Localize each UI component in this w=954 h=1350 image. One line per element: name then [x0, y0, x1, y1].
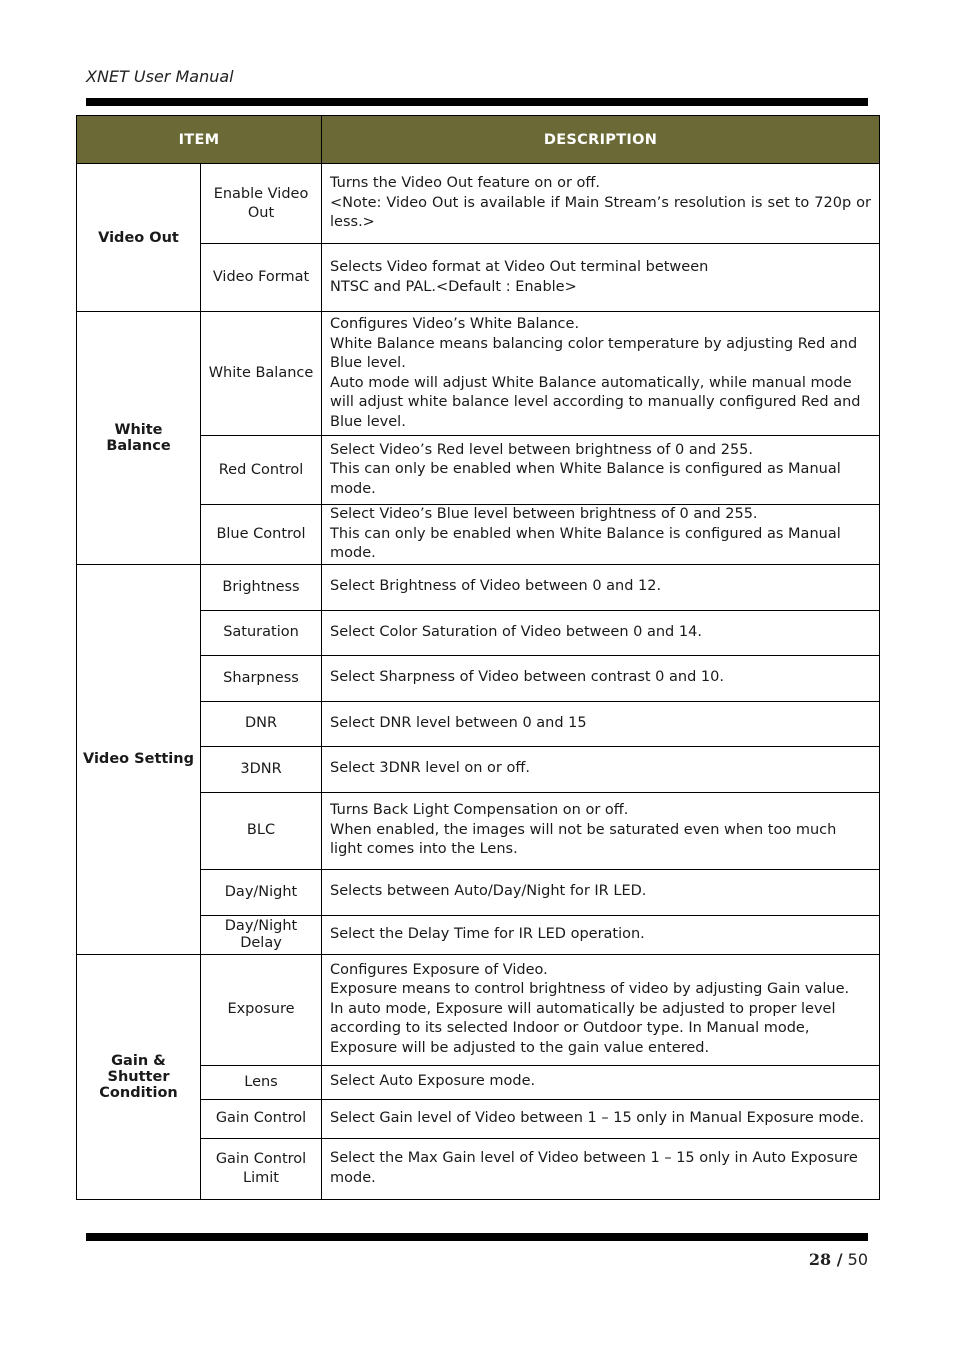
- description-line: Select Video’s Red level between brightness of 0 and 255.: [330, 441, 754, 458]
- description-line: When enabled, the images will not be saturated even when too much light comes into the Lens.: [330, 821, 837, 858]
- description-cell: [322, 164, 880, 244]
- group-label: White Balance: [77, 312, 201, 565]
- description-line: Turns Back Light Compensation on or off.: [330, 802, 629, 819]
- description-line: Turns the Video Out feature on or off.: [330, 175, 601, 192]
- item-cell: Gain Control: [201, 1099, 322, 1138]
- table-header-row: [77, 116, 880, 164]
- item-cell: 3DNR: [201, 746, 322, 792]
- description-cell: Select the Max Gain level of Video between 1 – 15 only in Auto Exposure mode.: [322, 1138, 880, 1199]
- total-pages: 50: [847, 1250, 868, 1269]
- item-cell: Day/Night: [201, 869, 322, 915]
- description-cell: [322, 436, 880, 505]
- description-line: Configures Exposure of Video.: [330, 961, 548, 978]
- description-cell: Select Sharpness of Video between contrast 0 and 10.: [322, 655, 880, 701]
- table-row: [77, 564, 880, 610]
- column-header-description: DESCRIPTION: [322, 116, 880, 164]
- description-line: <Note: Video Out is available if Main Stream’s resolution is set to 720p or less.>: [330, 194, 872, 231]
- table-row: [77, 312, 880, 436]
- page-number: [809, 1250, 868, 1269]
- column-header-item: ITEM: [77, 116, 322, 164]
- description-line: Selects Video format at Video Out terminal between: [330, 259, 709, 275]
- item-cell: Enable Video Out: [201, 164, 322, 244]
- table-row: [77, 954, 880, 1065]
- description-line: White Balance means balancing color temperature by adjusting Red and Blue level.: [330, 335, 858, 371]
- description-cell: Select the Delay Time for IR LED operation.: [322, 915, 880, 954]
- description-line: This can only be enabled when White Balance is configured as Manual mode.: [330, 525, 841, 561]
- description-cell: Select Brightness of Video between 0 and 12.: [322, 564, 880, 610]
- description-cell: [322, 792, 880, 869]
- footer-rule: [86, 1233, 868, 1241]
- item-cell: BLC: [201, 792, 322, 869]
- description-line: Configures Video’s White Balance.: [330, 316, 580, 332]
- group-label: Gain & Shutter Condition: [77, 954, 201, 1199]
- item-cell: White Balance: [201, 312, 322, 436]
- description-line: Exposure means to control brightness of video by adjusting Gain value.: [330, 981, 850, 998]
- item-cell: Gain Control Limit: [201, 1138, 322, 1199]
- header-rule: [86, 98, 868, 106]
- description-cell: Select Gain level of Video between 1 – 15 only in Manual Exposure mode.: [322, 1099, 880, 1138]
- description-line: Auto mode will adjust White Balance automatically, while manual mode will adjust white balance level according to manually configured Red and Blue level.: [330, 374, 861, 430]
- table-row: [77, 164, 880, 244]
- description-cell: Select DNR level between 0 and 15: [322, 701, 880, 746]
- document-header-title: XNET User Manual: [86, 67, 234, 86]
- description-cell: Select 3DNR level on or off.: [322, 746, 880, 792]
- description-cell: [322, 312, 880, 436]
- item-cell: Red Control: [201, 436, 322, 505]
- description-cell: [322, 244, 880, 312]
- description-cell: [322, 505, 880, 565]
- group-label: Video Setting: [77, 564, 201, 954]
- item-cell: Video Format: [201, 244, 322, 312]
- description-line: Select Video’s Blue level between brightness of 0 and 255.: [330, 506, 758, 522]
- description-cell: Select Auto Exposure mode.: [322, 1065, 880, 1099]
- description-line: This can only be enabled when White Balance is configured as Manual mode.: [330, 461, 841, 497]
- item-cell: Lens: [201, 1065, 322, 1099]
- description-cell: [322, 954, 880, 1065]
- item-cell: Sharpness: [201, 655, 322, 701]
- current-page: 28 /: [808, 1250, 843, 1269]
- item-cell: Saturation: [201, 610, 322, 655]
- group-label: Video Out: [77, 164, 201, 312]
- description-line: In auto mode, Exposure will automatically be adjusted to proper level according to its selected Indoor or Outdoor type. In Manual mode, Exposure will be adjusted to the gain value entered.: [330, 1000, 836, 1056]
- item-cell: Blue Control: [201, 505, 322, 565]
- item-cell: Brightness: [201, 564, 322, 610]
- description-cell: Selects between Auto/Day/Night for IR LED.: [322, 869, 880, 915]
- item-cell: Exposure: [201, 954, 322, 1065]
- description-cell: Select Color Saturation of Video between 0 and 14.: [322, 610, 880, 655]
- item-cell: DNR: [201, 701, 322, 746]
- settings-table: [76, 115, 880, 1200]
- description-line: NTSC and PAL.<Default : Enable>: [330, 278, 577, 295]
- item-cell: Day/Night Delay: [201, 915, 322, 954]
